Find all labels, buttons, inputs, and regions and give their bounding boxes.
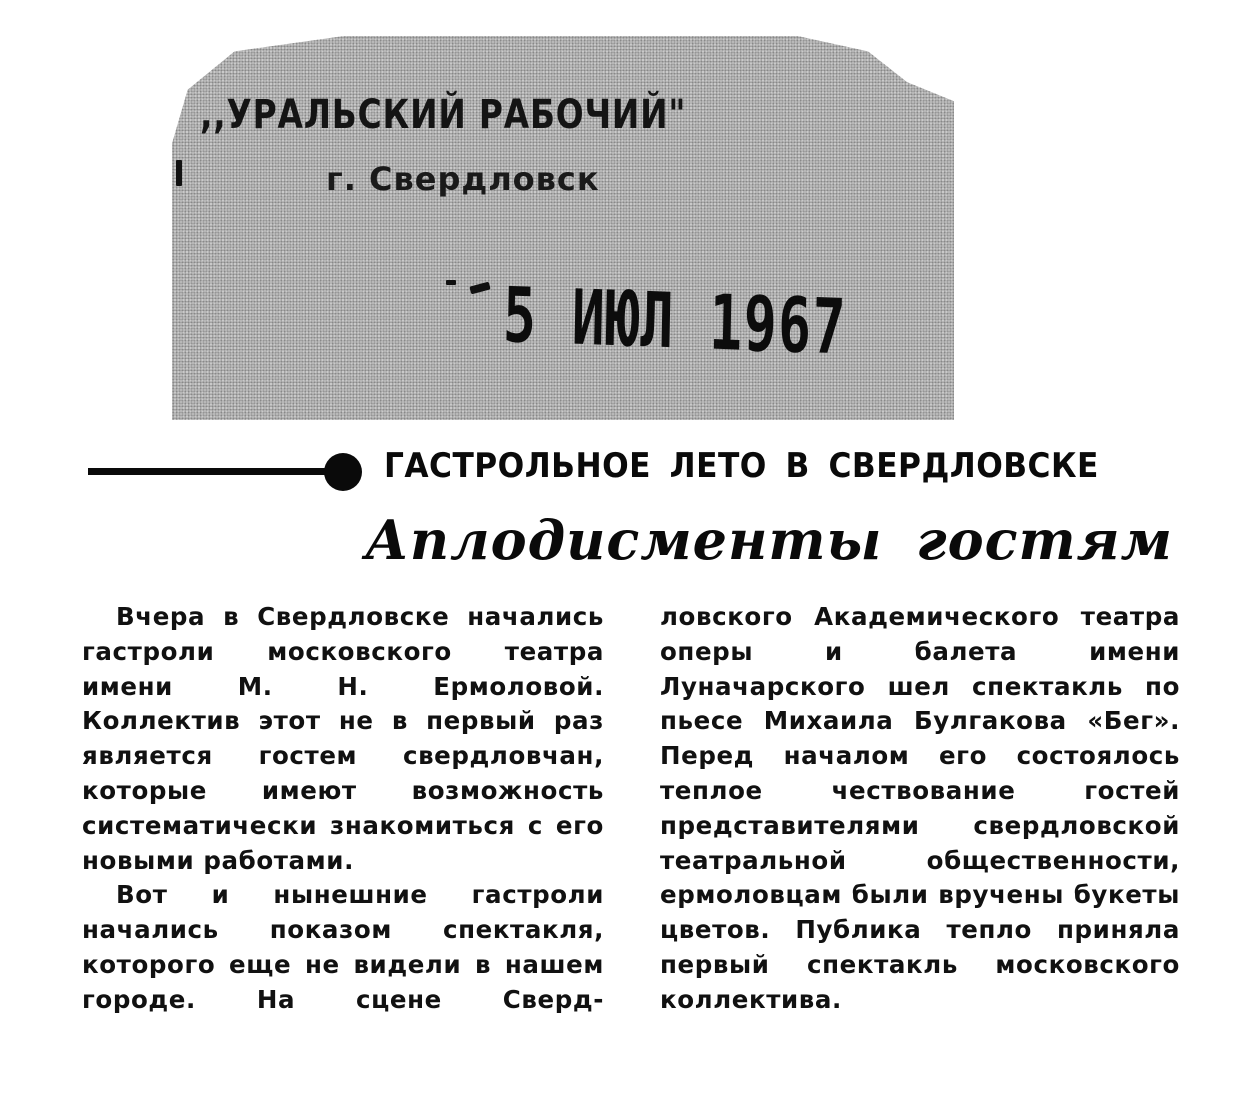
article-paragraph: Вчера в Свердловске начались гастроли московского театра имени М. Н. Ермоловой. Коллектив этот не в первый раз является гостем свердловчан, которые имеют возможность систематически знакомиться с его новыми работами. <box>82 602 604 875</box>
rubric-rule-line <box>88 468 340 475</box>
stamp-speck <box>176 160 182 186</box>
article-column-left <box>82 600 604 1018</box>
stamp-city: г. Свердловск <box>326 160 600 198</box>
article-column-right <box>660 600 1180 1018</box>
stamp-newspaper-name: ,,УРАЛЬСКИЙ РАБОЧИЙ" <box>200 92 687 138</box>
article-paragraph: Вот и нынешние гастроли начались показом спектакля, которого еще не видели в нашем городе. На сцене Сверд- <box>82 880 604 1014</box>
stamp-speck <box>446 280 456 285</box>
stamp-date: 5 ИЮЛ 1967 <box>502 270 848 372</box>
rubric-title: ГАСТРОЛЬНОЕ ЛЕТО В СВЕРДЛОВСКЕ <box>384 446 1099 486</box>
rubric-bullet-icon <box>324 453 362 491</box>
article-paragraph: ловского Академического театра оперы и балета имени Луначарского шел спектакль по пьесе Михаила Булгакова «Бег». Перед началом его состоялось теплое чествование гостей представителями свердловской театральной общественности, ермоловцам были вручены букеты цветов. Публика тепло приняла первый спектакль московского коллектива. <box>660 602 1180 1014</box>
article-headline: Аплодисменты гостям <box>364 508 1173 572</box>
